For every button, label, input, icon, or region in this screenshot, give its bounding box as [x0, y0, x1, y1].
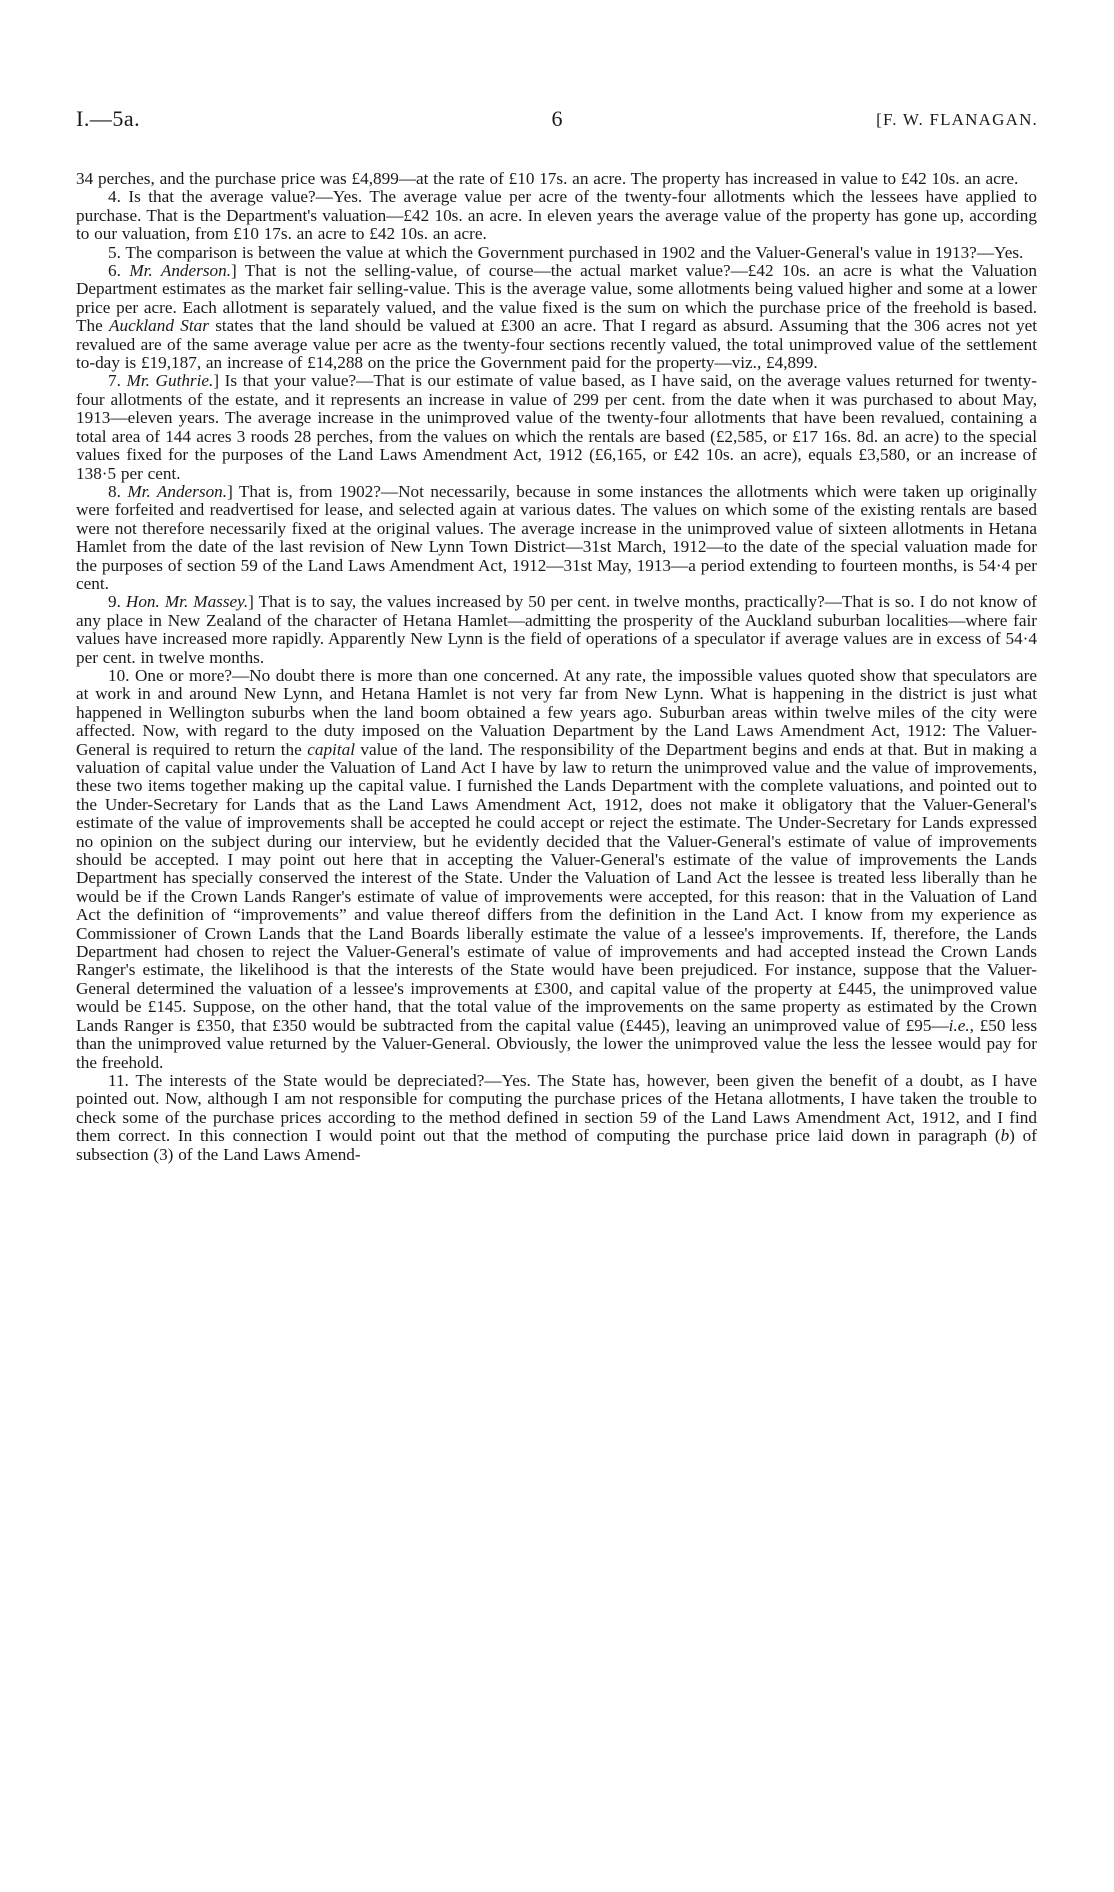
paragraph — [76, 188, 1037, 243]
paragraph-text: 8. — [108, 481, 128, 501]
italic-text: Auckland Star — [109, 316, 209, 336]
paragraph — [76, 483, 1037, 593]
page-number: 6 — [551, 106, 563, 131]
paragraph-text: 9. — [108, 592, 126, 612]
italic-text: Mr. Anderson. — [127, 481, 228, 501]
paragraph-text: 6. — [108, 261, 130, 281]
paragraph-text: ] That is to say, the values increased by 50 per cent. in twelve months, practically?—That is so. I do not know of any place in New Zealand of the character of Hetana Hamlet—admitting the prosperity of the Auckland suburban localities—where fair values have increased more rapidly. Apparently New Lynn is the field of operations of a speculator if average values are in excess of 54·4 per cent. in twelve months. — [76, 592, 1038, 667]
paragraph-text: , £50 less than the unimproved value returned by the Valuer-General. Obviously, the lower the unimproved value the less the lessee would pay for the freehold. — [76, 1015, 1038, 1072]
page-header — [76, 106, 1038, 146]
italic-text: b — [1000, 1126, 1010, 1146]
paragraph — [76, 262, 1037, 372]
paragraph-text: ] Is that your value?—That is our estimate of value based, as I have said, on the average values returned for twenty-four allotments of the estate, and it represents an increase in value of 299 per cent. from the date when it was purchased to about May, 1913—eleven years. The average increase in the unimproved value of the twenty-four allotments that have been revalued, containing a total area of 144 acres 3 roods 28 perches, from the values on which the rentals are based (£2,585, or £17 16s. 8d. an acre) to the special values fixed for the purposes of the Land Laws Amendment Act, 1912 (£6,165, or £42 10s. an acre), equals £3,580, or an increase of 138·5 per cent. — [76, 371, 1037, 483]
paragraph-text: 10. One or more?—No doubt there is more than one concerned. At any rate, the impossible values quoted show that speculators are at work in and around New Lynn, and Hetana Hamlet is not very far from New Lynn. What is happening in the district is just what happened in Wellington suburbs when the land boom obtained a few years ago. Suburban areas within twelve miles of the city were affected. Now, with regard to the duty imposed on the Valuation Department by the Land Laws Amendment Act, 1912: The Valuer-General is required to return the — [76, 665, 1037, 759]
paragraph-text: ] That is not the selling-value, of course—the actual market value?—£42 10s. an acre is what the Valuation Department estimates as the market fair selling-value. This is the average value, some allotments being valued higher and some at a lower price per acre. Each allotment is separately valued, and the value fixed is the sum on which the purchase price of the freehold is based. The — [76, 261, 1037, 336]
italic-text: Hon. Mr. Massey. — [125, 592, 249, 612]
paragraph — [76, 667, 1037, 1072]
paper-reference: I.—5a. — [76, 106, 141, 131]
paragraph — [76, 593, 1037, 667]
witness-name: [F. W. FLANAGAN. — [876, 110, 1038, 129]
paragraph-text: 34 perches, and the purchase price was £4,899—at the rate of £10 17s. an acre. The property has increased in value to £42 10s. an acre. — [76, 169, 1019, 188]
italic-text: i.e. — [948, 1015, 970, 1035]
paragraph-text: 7. — [108, 371, 127, 391]
paragraph-text: 5. The comparison is between the value at which the Government purchased in 1902 and the Valuer-General's value in 1913?—Yes. — [108, 242, 1024, 262]
paragraph-text: ) of subsection (3) of the Land Laws Amend- — [76, 1126, 1037, 1164]
paragraph — [76, 1072, 1037, 1164]
paragraph — [76, 170, 1037, 188]
body-text — [76, 170, 1037, 1164]
paragraph-text: value of the land. The responsibility of the Department begins and ends at that. But in making a valuation of capital value under the Valuation of Land Act I have by law to return the unimproved value and the value of improvements, these two items together making up the capital value. I furnished the Lands Department with the complete valuations, and pointed out to the Under-Secretary for Lands that as the Land Laws Amendment Act, 1912, does not make it obligatory that the Valuer-General's estimate of the value of improvements shall be accepted he could accept or reject the estimate. The Under-Secretary for Lands expressed no opinion on the subject during our interview, but he evidently decided that the Valuer-General's estimate of value of improvements should be accepted. I may point out here that in accepting the Valuer-General's estimate of the value of improvements the Lands Department has specially conserved the interest of the State. Under the Valuation of Land Act the lessee is treated less liberally than he would be if the Crown Lands Ranger's estimate of value of improvements were accepted, for this reason: that in the Valuation of Land Act the definition of “improvements” and value thereof differs from the definition in the Land Act. I know from my experience as Commissioner of Crown Lands that the Land Boards liberally estimate the value of a lessee's improvements. If, therefore, the Lands Department had chosen to reject the Valuer-General's estimate of value of improvements and had accepted instead the Crown Lands Ranger's estimate, the likelihood is that the interests of the State would have been prejudiced. For instance, suppose that the Valuer-General determined the valuation of a lessee's improvements at £300, and capital value of the property at £445, the unimproved value would be £145. Suppose, on the other hand, that the total value of the improvements on the same property as estimated by the Crown Lands Ranger is £350, that £350 would be subtracted from the capital value (£445), leaving an unimproved value of £95— — [76, 739, 1037, 1035]
paragraph-text: 4. Is that the average value?—Yes. The average value per acre of the twenty-four allotments which the lessees have applied to purchase. That is the Department's valuation—£42 10s. an acre. In eleven years the average value of the property has gone up, according to our valuation, from £10 17s. an acre to £42 10s. an acre. — [76, 187, 1037, 244]
italic-text: Mr. Anderson. — [129, 261, 232, 281]
paragraph — [76, 244, 1037, 262]
paragraph-text: 11. The interests of the State would be depreciated?—Yes. The State has, however, been given the benefit of a doubt, as I have pointed out. Now, although I am not responsible for computing the purchase prices of the Hetana allotments, I have taken the trouble to check some of the purchase prices according to the method defined in section 59 of the Land Laws Amendment Act, 1912, and I find them correct. In this connection I would point out that the method of computing the purchase price laid down in paragraph ( — [76, 1070, 1037, 1146]
italic-text: capital — [307, 739, 355, 759]
italic-text: Mr. Guthrie. — [126, 371, 214, 391]
paragraph-text: ] That is, from 1902?—Not necessarily, because in some instances the allotments which were taken up originally were forfeited and readvertised for lease, and selected again at various dates. The values on which some of the existing rentals are based were not therefore necessarily fixed at the original values. The average increase in the unimproved value of sixteen allotments in Hetana Hamlet from the date of the last revision of New Lynn Town District—31st March, 1912—to the date of the special valuation made for the purposes of section 59 of the Land Laws Amendment Act, 1912—31st May, 1913—a period extending to fourteen months, is 54·4 per cent. — [76, 481, 1038, 593]
paragraph-text: states that the land should be valued at £300 an acre. That I regard as absurd. Assuming that the 306 acres not yet revalued are of the same average value per acre as the twenty-four sections recently valued, the total unimproved value of the settlement to-day is £19,187, an increase of £14,288 on the price the Government paid for the property—viz., £4,899. — [76, 316, 1037, 373]
paragraph — [76, 372, 1037, 482]
